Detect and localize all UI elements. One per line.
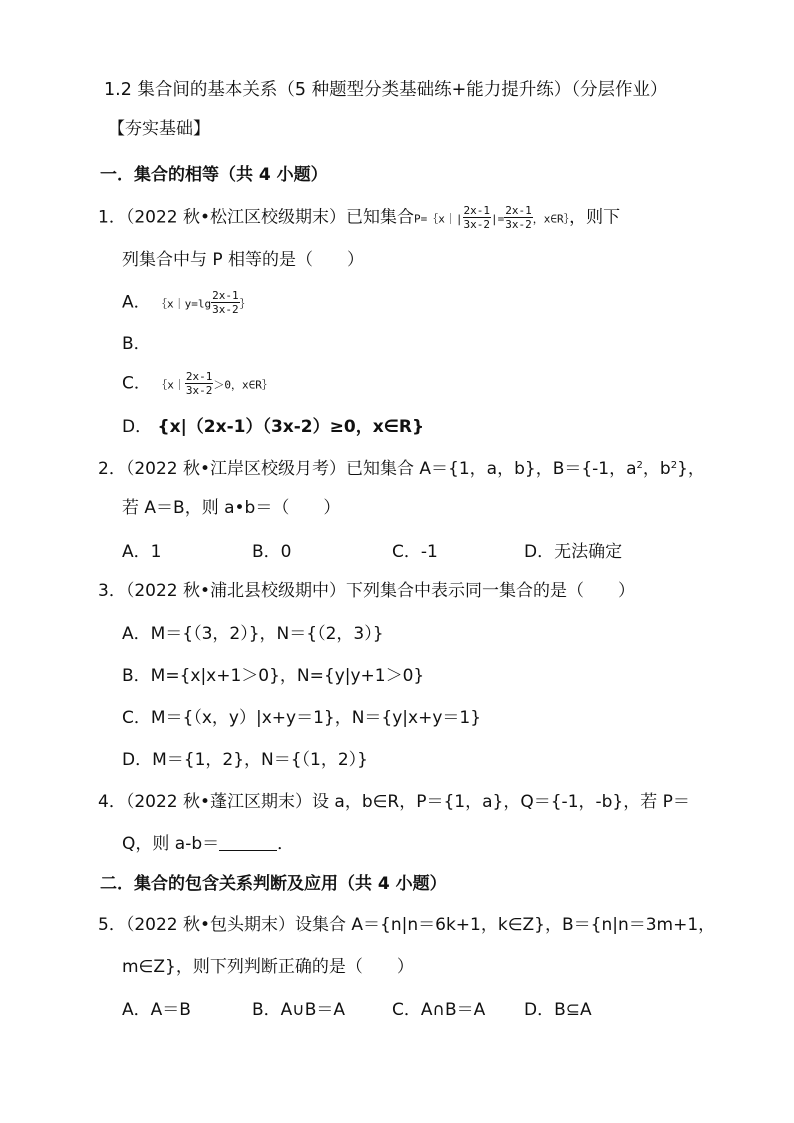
fraction-denominator: 3x-2 — [505, 218, 532, 231]
question-4-line2-end: ． — [277, 834, 295, 854]
question-5-option-b[interactable]: B．A∪B＝A — [252, 1000, 346, 1020]
question-3-option-d[interactable]: D．M＝{1，2}，N＝{（1，2）} — [122, 750, 369, 770]
option-c-prefix: ｛x｜ — [156, 378, 185, 392]
question-2-line1b: ，b — [642, 459, 671, 479]
page-title: 1.2 集合间的基本关系（5 种题型分类基础练+能力提升练）（分层作业） — [104, 80, 668, 100]
option-label: B． — [122, 334, 151, 354]
question-3-option-b[interactable]: B．M={x|x+1＞0}，N={y|y+1＞0} — [122, 666, 425, 686]
option-a-suffix: ｝ — [239, 297, 251, 311]
question-4-stem: 4．（2022 秋•蓬江区期末）设 a，b∈R，P＝{1，a}，Q＝{-1，-b}，若 P＝ — [98, 792, 690, 812]
set-prefix: P=｛x｜| — [414, 212, 463, 226]
question-source: （2022 秋•松江区校级期末）已知集合 — [125, 207, 415, 228]
fraction-numerator: 2x-1 — [212, 289, 239, 302]
question-1-stem-line2: 列集合中与 P 相等的是（ ） — [122, 250, 365, 270]
question-number: 1． — [98, 207, 126, 228]
fraction — [463, 204, 492, 231]
fraction — [211, 289, 240, 316]
fraction-denominator: 3x-2 — [212, 303, 239, 316]
option-label: A． — [122, 292, 151, 313]
question-2-line1c: }， — [677, 459, 705, 479]
question-1-option-a[interactable] — [122, 289, 251, 316]
question-3-option-a[interactable]: A．M＝{（3，2）}，N＝{（2，3）} — [122, 624, 384, 644]
section-heading-1: 一．集合的相等（共 4 小题） — [100, 165, 328, 185]
fraction-numerator: 2x-1 — [505, 204, 532, 217]
question-2-option-b[interactable]: B．0 — [252, 542, 292, 562]
question-3-stem: 3．（2022 秋•浦北县校级期中）下列集合中表示同一集合的是（ ） — [98, 581, 636, 601]
superscript: 2 — [636, 460, 643, 471]
option-label: C． — [122, 373, 151, 394]
question-1-option-c[interactable] — [122, 370, 273, 397]
set-mid: |= — [491, 212, 505, 226]
fraction-denominator: 3x-2 — [185, 384, 213, 397]
question-2-option-a[interactable]: A．1 — [122, 542, 162, 562]
question-stem-tail: ，则下 — [569, 207, 621, 228]
question-5-option-d[interactable]: D．B⊆A — [524, 1000, 592, 1020]
set-suffix: ，x∈R｝ — [532, 212, 570, 226]
fraction-denominator: 3x-2 — [463, 218, 491, 231]
question-2-option-c[interactable]: C．-1 — [392, 542, 438, 562]
section-tag: 【夯实基础】 — [108, 119, 210, 139]
question-5-stem-line2: m∈Z}，则下列判断正确的是（ ） — [122, 957, 414, 977]
question-4-line2-text: Q，则 a-b＝ — [122, 834, 220, 854]
question-2-stem — [98, 458, 705, 480]
section-heading-2: 二．集合的包含关系判断及应用（共 4 小题） — [100, 874, 447, 894]
option-label: D． — [122, 417, 153, 437]
question-2-line1: 2．（2022 秋•江岸区校级月考）已知集合 A＝{1，a，b}，B＝{-1，a — [98, 459, 637, 479]
fraction — [185, 370, 214, 397]
question-2-option-d[interactable]: D．无法确定 — [524, 542, 623, 562]
fraction-numerator: 2x-1 — [463, 204, 491, 217]
option-c-suffix: ＞0，x∈R｝ — [213, 378, 273, 392]
question-1-option-d[interactable] — [122, 416, 424, 438]
question-2-stem-line2: 若 A＝B，则 a•b＝（ ） — [122, 498, 341, 518]
question-1-option-b[interactable] — [122, 333, 151, 355]
question-5-option-a[interactable]: A．A＝B — [122, 1000, 191, 1020]
question-3-option-c[interactable]: C．M＝{（x，y）|x+y＝1}，N＝{y|x+y＝1} — [122, 708, 482, 728]
fraction — [504, 204, 533, 231]
question-5-stem: 5．（2022 秋•包头期末）设集合 A＝{n|n＝6k+1，k∈Z}，B＝{n|n＝3m+1， — [98, 915, 716, 935]
option-a-prefix: ｛x｜y=lg — [156, 297, 212, 311]
option-d-text: {x|（2x-1）（3x-2）≥0，x∈R} — [157, 417, 425, 437]
superscript: 2 — [670, 460, 678, 471]
question-4-stem-line2 — [122, 833, 294, 855]
answer-blank[interactable] — [219, 834, 277, 851]
fraction-numerator: 2x-1 — [185, 370, 213, 383]
question-1-stem — [98, 204, 620, 231]
question-5-option-c[interactable]: C．A∩B＝A — [392, 1000, 486, 1020]
